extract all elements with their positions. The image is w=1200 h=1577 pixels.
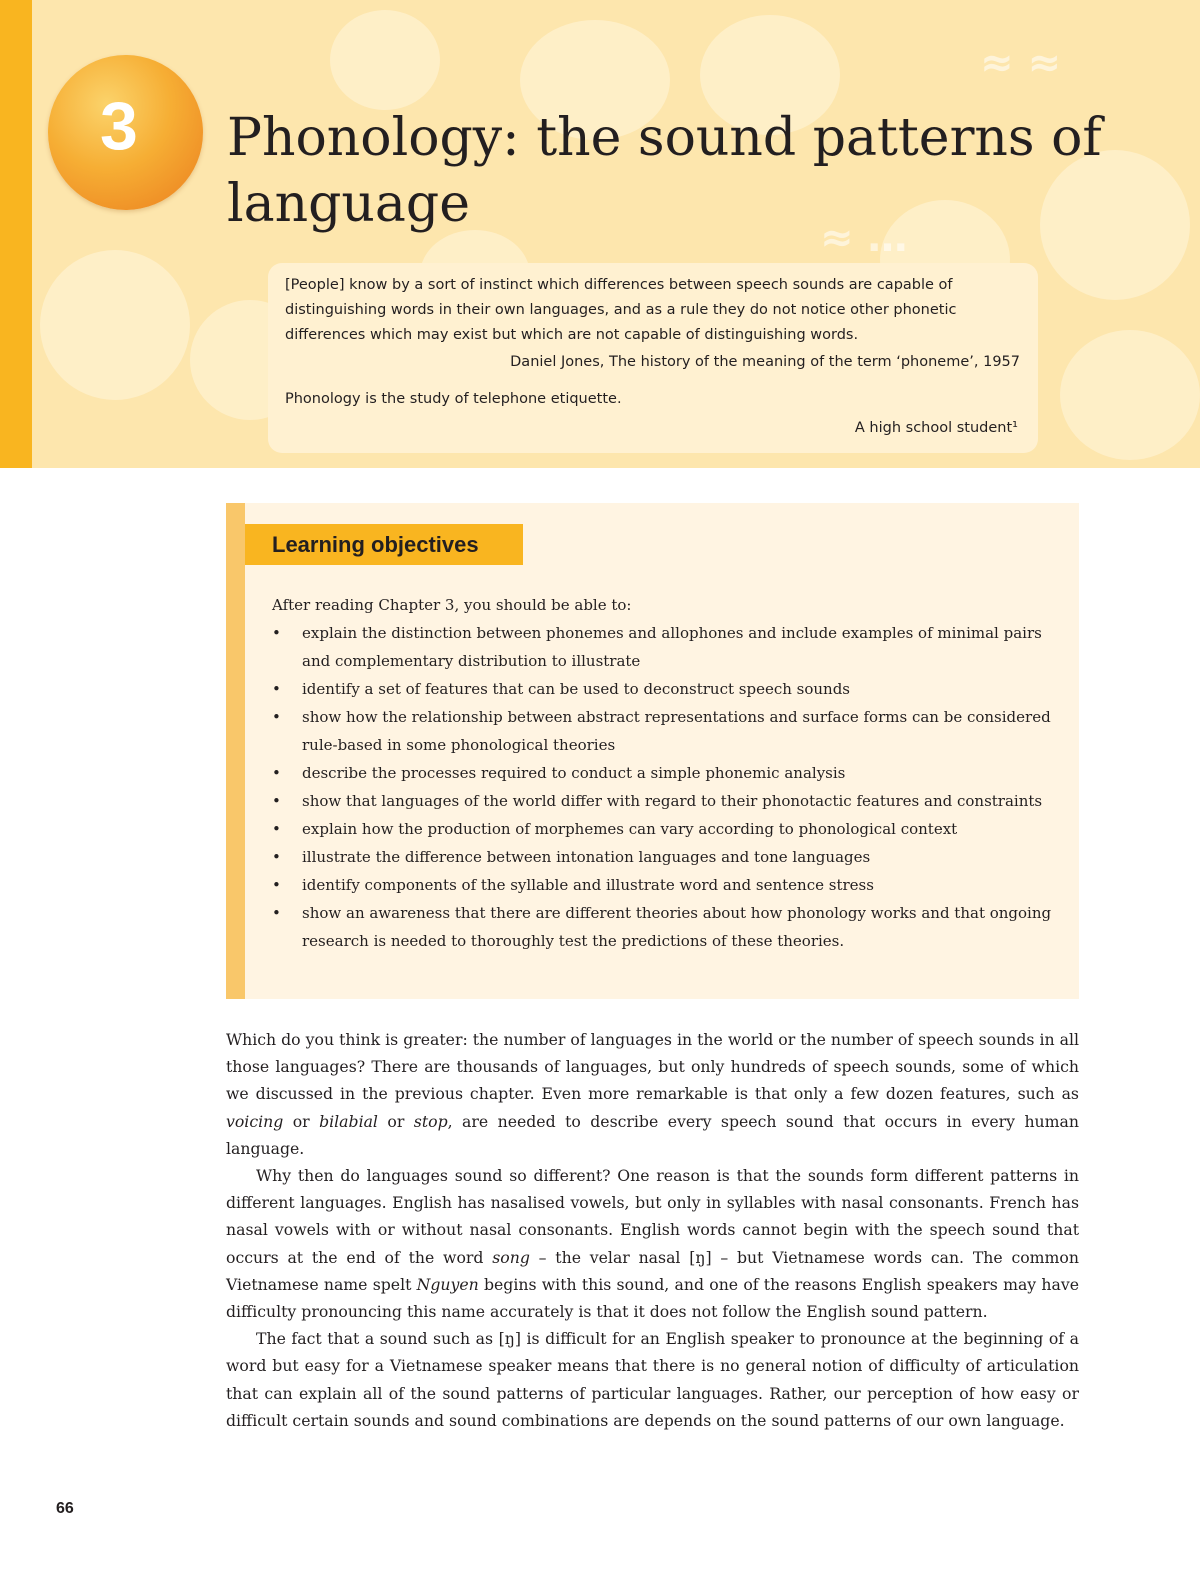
text-run: Which do you think is greater: the number of languages in the world or the number of speech sounds in all those languages? There are thousands of languages, but only hundreds of speech sounds, some of which we discussed in the previous chapter. Even more remarkable is that only a few dozen features, such as	[226, 1030, 1079, 1104]
page-number: 66	[56, 1500, 74, 1517]
learning-objectives-intro: After reading Chapter 3, you should be able to:	[272, 596, 632, 614]
epigraph-attribution: Daniel Jones, The history of the meaning of the term ‘phoneme’, 1957	[510, 354, 1020, 370]
epigraph-quote: Phonology is the study of telephone etiquette.	[285, 391, 622, 407]
learning-objectives-title: Learning objectives	[272, 532, 479, 557]
header-accent-bar	[0, 0, 32, 468]
text-run: begins with this sound, and one of the reasons English speakers may have difficulty pronouncing this name accurately is that it does not follow the English sound pattern.	[226, 1274, 1079, 1322]
italic-term: voicing	[226, 1111, 284, 1131]
italic-term: bilabial	[319, 1111, 378, 1131]
body-paragraph	[226, 1162, 1079, 1325]
learning-objectives-accent-bar	[226, 503, 245, 999]
decorative-circle	[40, 250, 190, 400]
epigraph-attribution: A high school student¹	[854, 420, 1018, 436]
decorative-wave: ≈ ≈	[980, 40, 1061, 86]
text-run: – the velar nasal [ŋ] – but Vietnamese words can. The common Vietnamese name spelt	[226, 1247, 1079, 1294]
chapter-title: Phonology: the sound patterns of language	[227, 108, 1102, 234]
italic-term: stop	[413, 1111, 448, 1131]
list-item: • illustrate the difference between intonation languages and tone languages	[272, 843, 1062, 871]
epigraph-quote: [People] know by a sort of instinct which differences between speech sounds are capable of distinguishing words in their own languages, and as a rule they do not notice other phonetic differences which may exist but which are not capable of distinguishing words.	[285, 277, 957, 343]
decorative-circle	[1060, 330, 1200, 460]
learning-objectives-list	[272, 619, 1062, 955]
list-item: • explain how the production of morphemes can vary according to phonological context	[272, 815, 1062, 843]
chapter-number: 3	[100, 88, 138, 164]
text-run: or	[377, 1111, 414, 1131]
list-item: • show an awareness that there are different theories about how phonology works and that ongoing research is needed to thoroughly test the predictions of these theories.	[272, 899, 1062, 955]
list-item: • explain the distinction between phonemes and allophones and include examples of minimal pairs and complementary distribution to illustrate	[272, 619, 1062, 675]
decorative-wave: ≈ …	[820, 215, 908, 261]
italic-term: song	[492, 1247, 530, 1267]
list-item: • identify a set of features that can be used to deconstruct speech sounds	[272, 675, 1062, 703]
list-item: • describe the processes required to conduct a simple phonemic analysis	[272, 759, 1062, 787]
italic-term: Nguyen	[416, 1274, 479, 1294]
text-run: or	[283, 1111, 320, 1131]
body-text	[226, 1026, 1079, 1434]
text-run: Why then do languages sound so different? One reason is that the sounds form different patterns in different languages. English has nasalised vowels, but only in syllables with nasal consonants. French has nasal vowels with or without nasal consonants. English words cannot begin with the speech sound that occurs at the end of the word	[226, 1166, 1079, 1267]
list-item: • show how the relationship between abstract representations and surface forms can be considered rule-based in some phonological theories	[272, 703, 1062, 759]
list-item: • identify components of the syllable and illustrate word and sentence stress	[272, 871, 1062, 899]
text-run: , are needed to describe every speech sound that occurs in every human language.	[226, 1111, 1079, 1158]
decorative-circle	[330, 10, 440, 110]
body-paragraph	[226, 1026, 1079, 1162]
body-paragraph: The fact that a sound such as [ŋ] is difficult for an English speaker to pronounce at the beginning of a word but easy for a Vietnamese speaker means that there is no general notion of difficulty of articulation that can explain all of the sound patterns of particular languages. Rather, our perception of how easy or difficult certain sounds and sound combinations are depends on the sound patterns of our own language.	[226, 1329, 1079, 1430]
chapter-header	[0, 0, 1200, 468]
list-item: • show that languages of the world differ with regard to their phonotactic features and constraints	[272, 787, 1062, 815]
